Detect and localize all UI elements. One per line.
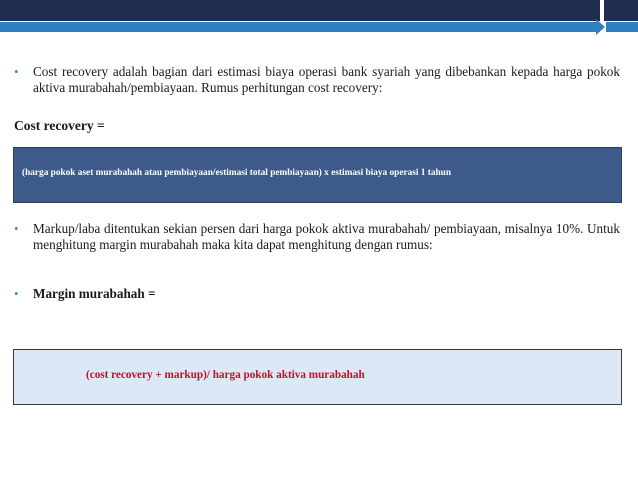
bullet-markup-definition: [14, 221, 620, 253]
header-bar-navy: [0, 0, 600, 21]
margin-murabahah-label: Margin murabahah =: [33, 286, 156, 301]
formula-text: (cost recovery + markup)/ harga pokok aktiva murabahah: [86, 369, 365, 381]
header-bar-blue-right: [606, 22, 638, 32]
header-arrow-icon: [596, 19, 605, 35]
bullet-dot-icon: •: [14, 286, 19, 301]
bullet-dot-icon: •: [14, 221, 19, 236]
bullet-margin-murabahah: [14, 286, 620, 302]
formula-text: (harga pokok aset murabahah atau pembiayaan/estimasi total pembiayaan) x estimasi biaya operasi 1 tahun: [22, 168, 451, 178]
bullet-dot-icon: •: [14, 64, 19, 79]
formula-box-cost-recovery: [13, 147, 622, 203]
cost-recovery-heading: Cost recovery =: [14, 118, 105, 133]
bullet-text: Markup/laba ditentukan sekian persen dari harga pokok aktiva murabahah/ pembiayaan, misalnya 10%. Untuk menghitung margin murabahah maka kita dapat menghitung dengan rumus:: [33, 221, 620, 252]
bullet-cost-recovery-definition: [14, 64, 620, 96]
header-bar-blue: [0, 22, 598, 32]
formula-box-margin: [13, 349, 622, 405]
bullet-text: Cost recovery adalah bagian dari estimasi biaya operasi bank syariah yang dibebankan kepada harga pokok aktiva murabahah/pembiayaan. Rumus perhitungan cost recovery:: [33, 64, 620, 95]
header-bar-navy-right: [604, 0, 638, 21]
bullet-text-bold: [33, 286, 620, 302]
